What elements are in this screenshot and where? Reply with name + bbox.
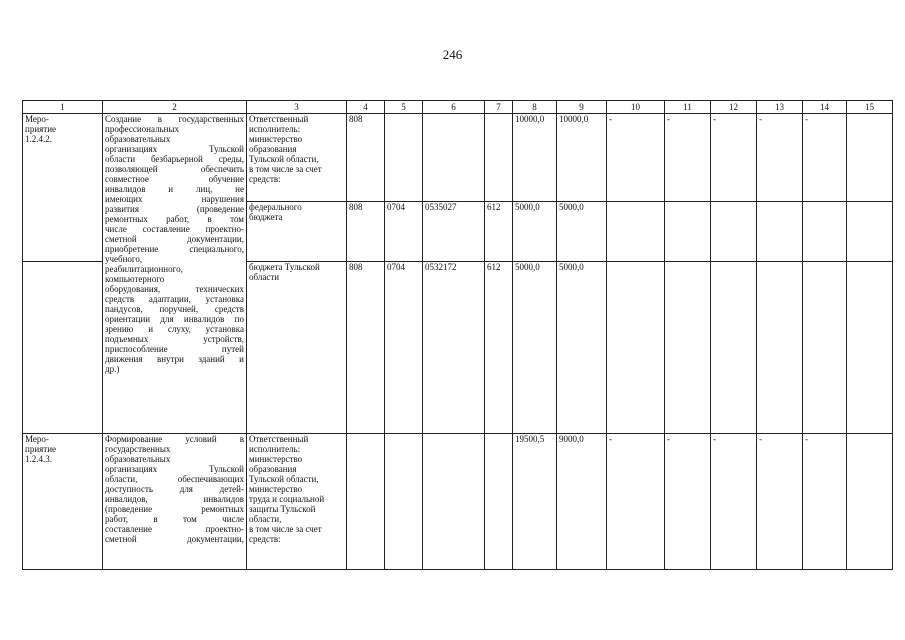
cell-col5	[385, 114, 423, 202]
source-line: федерального	[249, 202, 302, 212]
label-line: 1.2.4.3.	[25, 454, 52, 464]
label-line: приятие	[25, 444, 57, 454]
desc-line: инвалидов, инвалидов	[105, 494, 244, 504]
cell-col14: -	[803, 114, 847, 202]
activity-label-1-2-4-2	[23, 114, 103, 262]
header-row	[23, 101, 893, 114]
desc-line: учебного,	[105, 254, 143, 264]
source-line: исполнитель:	[249, 444, 301, 454]
desc-line: развития (проведение	[105, 204, 244, 214]
desc-line: приспособление путей	[105, 344, 244, 354]
cell-col9: 5000,0	[557, 202, 607, 262]
cell-col8: 5000,0	[513, 262, 557, 434]
cell-col12: -	[711, 114, 757, 202]
cell-col9: 5000,0	[557, 262, 607, 434]
desc-line: сметной документации,	[105, 534, 244, 544]
cell-col11: -	[665, 114, 711, 202]
cell-col9: 10000,0	[557, 114, 607, 202]
cell-col15	[847, 262, 893, 434]
desc-line: реабилитационного,	[105, 264, 183, 274]
cell-col4	[347, 434, 385, 570]
desc-line: др.)	[105, 364, 120, 374]
desc-line: подъемных устройств,	[105, 334, 244, 344]
header-cell: 1	[23, 101, 103, 114]
cell-col10	[607, 202, 665, 262]
cell-col7: 612	[485, 262, 513, 434]
cell-col9: 9000,0	[557, 434, 607, 570]
source-line: в том числе за счет	[249, 164, 322, 174]
source-line: средств:	[249, 174, 281, 184]
cell-col12	[711, 202, 757, 262]
header-cell: 2	[103, 101, 247, 114]
cell-col6	[423, 114, 485, 202]
funding-source-cell	[247, 114, 347, 202]
source-line: области,	[249, 514, 282, 524]
cell-col14: -	[803, 434, 847, 570]
cell-col13	[757, 202, 803, 262]
source-line: Тульской области,	[249, 474, 319, 484]
source-line: Ответственный	[249, 114, 309, 124]
funding-source-cell	[247, 434, 347, 570]
source-line: бюджета	[249, 212, 283, 222]
desc-line: числе составление проектно-	[105, 224, 244, 234]
cell-col13: -	[757, 434, 803, 570]
header-cell: 14	[803, 101, 847, 114]
desc-line: области безбарьерной среды,	[105, 154, 244, 164]
desc-line: имеющих нарушения	[105, 194, 244, 204]
cell-col10	[607, 262, 665, 434]
header-cell: 3	[247, 101, 347, 114]
source-line: средств:	[249, 534, 281, 544]
header-cell: 10	[607, 101, 665, 114]
header-cell: 13	[757, 101, 803, 114]
table-row	[23, 434, 893, 570]
desc-line: образовательных	[105, 454, 171, 464]
desc-line: компьютерного	[105, 274, 165, 284]
label-line: приятие	[25, 124, 57, 134]
cell-col6: 0535027	[423, 202, 485, 262]
desc-line: составление проектно-	[105, 524, 244, 534]
label-line: Меро-	[25, 434, 49, 444]
desc-line: области, обеспечивающих	[105, 474, 244, 484]
funding-source-cell	[247, 202, 347, 262]
cell-col4: 808	[347, 262, 385, 434]
desc-line: ремонтных работ, в том	[105, 214, 244, 224]
source-line: Ответственный	[249, 434, 309, 444]
desc-line: пандусов, поручней, средств	[105, 304, 244, 314]
source-line: в том числе за счет	[249, 524, 322, 534]
cell-col7	[485, 434, 513, 570]
desc-line: средств адаптации, установка	[105, 294, 244, 304]
desc-line: движения внутри зданий и	[105, 354, 244, 364]
activity-description-1-2-4-3	[103, 434, 247, 570]
desc-line: ориентации для инвалидов по	[105, 314, 244, 324]
source-line: исполнитель:	[249, 124, 301, 134]
source-line: защиты Тульской	[249, 504, 316, 514]
cell-col8: 10000,0	[513, 114, 557, 202]
desc-line: оборудования, технических	[105, 284, 244, 294]
source-line: труда и социальной	[249, 494, 325, 504]
desc-line: зрению и слуху, установка	[105, 324, 244, 334]
desc-line: образовательных	[105, 134, 171, 144]
desc-line: (проведение ремонтных	[105, 504, 244, 514]
cell-col12: -	[711, 434, 757, 570]
cell-col6	[423, 434, 485, 570]
desc-line: доступность для детей-	[105, 484, 244, 494]
desc-line: Создание в государственных	[105, 114, 244, 124]
desc-line: государственных	[105, 444, 171, 454]
cell-col5: 0704	[385, 262, 423, 434]
cell-col8: 5000,0	[513, 202, 557, 262]
desc-line: профессиональных	[105, 124, 180, 134]
cell-col7	[485, 114, 513, 202]
source-line: образования	[249, 464, 297, 474]
cell-col15	[847, 434, 893, 570]
cell-col6: 0532172	[423, 262, 485, 434]
cell-col15	[847, 114, 893, 202]
cell-col11	[665, 262, 711, 434]
cell-col13	[757, 262, 803, 434]
header-cell: 7	[485, 101, 513, 114]
header-cell: 8	[513, 101, 557, 114]
desc-line: организациях Тульской	[105, 144, 244, 154]
cell-col5: 0704	[385, 202, 423, 262]
source-line: бюджета Тульской	[249, 262, 320, 272]
desc-line: сметной документации,	[105, 234, 244, 244]
cell-col5	[385, 434, 423, 570]
header-cell: 15	[847, 101, 893, 114]
cell-col8: 19500,5	[513, 434, 557, 570]
cell-col11: -	[665, 434, 711, 570]
desc-line: совместное обучение	[105, 174, 244, 184]
budget-table	[22, 100, 893, 570]
source-line: министерство	[249, 134, 303, 144]
cell-col15	[847, 202, 893, 262]
cell-col7: 612	[485, 202, 513, 262]
cell-col4: 808	[347, 202, 385, 262]
source-line: области	[249, 272, 280, 282]
desc-line: позволяющей обеспечить	[105, 164, 244, 174]
source-line: образования	[249, 144, 297, 154]
header-cell: 12	[711, 101, 757, 114]
header-cell: 4	[347, 101, 385, 114]
header-cell: 5	[385, 101, 423, 114]
label-line: 1.2.4.2.	[25, 134, 52, 144]
desc-line: инвалидов и лиц, не	[105, 184, 244, 194]
activity-label-1-2-4-3	[23, 434, 103, 570]
cell-col14	[803, 262, 847, 434]
cell-col13: -	[757, 114, 803, 202]
activity-description-1-2-4-2	[103, 114, 247, 434]
funding-source-cell	[247, 262, 347, 434]
label-line: Меро-	[25, 114, 49, 124]
desc-line: приобретение специального,	[105, 244, 244, 254]
desc-line: организациях Тульской	[105, 464, 244, 474]
header-cell: 6	[423, 101, 485, 114]
desc-line: работ, в том числе	[105, 514, 244, 524]
activity-label-empty	[23, 262, 103, 434]
cell-col10: -	[607, 114, 665, 202]
source-line: министерство	[249, 454, 303, 464]
cell-col12	[711, 262, 757, 434]
cell-col10: -	[607, 434, 665, 570]
page-number: 246	[442, 47, 463, 62]
cell-col11	[665, 202, 711, 262]
source-line: Тульской области,	[249, 154, 319, 164]
cell-col14	[803, 202, 847, 262]
header-cell: 11	[665, 101, 711, 114]
table-row	[23, 114, 893, 202]
cell-col4: 808	[347, 114, 385, 202]
desc-line: Формирование условий в	[105, 434, 244, 444]
header-cell: 9	[557, 101, 607, 114]
source-line: министерство	[249, 484, 303, 494]
